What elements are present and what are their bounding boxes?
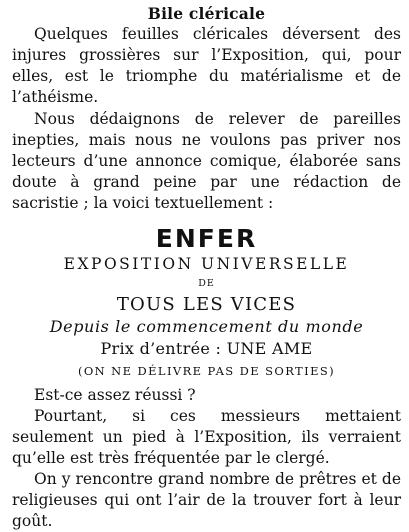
announcement-line-depuis: Depuis le commencement du monde [49, 317, 364, 336]
announcement-block [12, 224, 401, 382]
announcement-line-de: DE [198, 278, 215, 289]
paragraph-rencontre: On y rencontre grand nombre de prêtres et de religieuses qui ont l’air de la trouver fort à leur goût. [12, 470, 401, 530]
announcement-line-prix: Prix d’entrée : UNE AME [100, 339, 313, 358]
paragraph-intro: Quelques feuilles cléricales déversent des injures grossières sur l’Exposition, qui, pour elles, est le triomphe du matérialisme et de l’athéisme. [12, 25, 401, 106]
announcement-line-sorties: (ON NE DÉLIVRE PAS DE SORTIES) [77, 364, 336, 378]
article-title: Bile cléricale [147, 4, 266, 23]
announcement-line-vices: TOUS LES VICES [116, 294, 297, 315]
announcement-headline: ENFER [155, 224, 258, 253]
paragraph-inepties: Nous dédaignons de relever de pareilles inepties, mais nous ne voulons pas priver nos lecteurs d’une annonce comique, élaborée sans doute à grand peine par une rédaction de sacristie ; la voici textuellement : [12, 110, 401, 212]
paragraph-pourtant: Pourtant, si ces messieurs mettaient seulement un pied à l’Exposition, ils verraient qu’elle est très fréquentée par le clergé. [12, 407, 401, 467]
paragraph-question: Est-ce assez réussi ? [34, 386, 196, 404]
announcement-line-exposition: EXPOSITION UNIVERSELLE [63, 255, 350, 273]
